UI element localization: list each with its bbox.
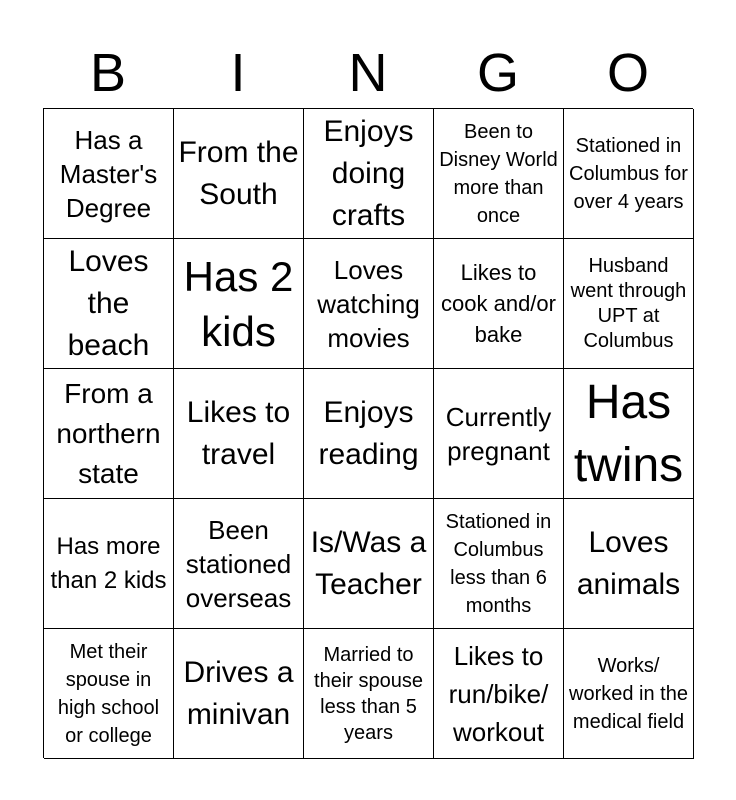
bingo-cell[interactable] xyxy=(564,499,694,629)
cell-text: Stationed in Columbus for over 4 years xyxy=(569,134,688,213)
cell-text: Has more than 2 kids xyxy=(50,532,167,594)
cell-text: Likes to cook and/or bake xyxy=(441,260,556,347)
cell-text: Been stationed overseas xyxy=(185,514,292,613)
bingo-cell[interactable] xyxy=(174,239,304,369)
bingo-cell[interactable] xyxy=(44,369,174,499)
cell-text: Has 2 kids xyxy=(183,252,294,355)
cell-text: Loves animals xyxy=(576,525,681,601)
bingo-cell[interactable] xyxy=(564,629,694,759)
cell-text: Likes to travel xyxy=(186,395,291,471)
bingo-cell[interactable] xyxy=(434,629,564,759)
cell-text: Has twins xyxy=(573,375,684,492)
bingo-cell[interactable] xyxy=(564,239,694,369)
bingo-cell[interactable] xyxy=(564,109,694,239)
bingo-cell[interactable] xyxy=(564,369,694,499)
bingo-header xyxy=(43,38,693,108)
cell-text: From the South xyxy=(178,135,299,211)
cell-text: Currently pregnant xyxy=(445,401,552,466)
header-letter-n: N xyxy=(348,43,388,103)
cell-text: Enjoys doing crafts xyxy=(323,114,414,232)
bingo-cell[interactable] xyxy=(174,629,304,759)
cell-text: Loves the beach xyxy=(67,244,150,362)
cell-text: Works/ worked in the medical field xyxy=(569,654,688,733)
bingo-cell[interactable] xyxy=(304,109,434,239)
cell-text: Enjoys reading xyxy=(318,395,419,471)
bingo-grid xyxy=(43,108,693,758)
header-letter-b: B xyxy=(89,43,127,103)
bingo-cell[interactable] xyxy=(174,109,304,239)
bingo-cell[interactable] xyxy=(44,109,174,239)
header-letter-o: O xyxy=(606,43,649,103)
bingo-cell[interactable] xyxy=(304,499,434,629)
bingo-cell[interactable] xyxy=(434,239,564,369)
bingo-cell[interactable] xyxy=(44,239,174,369)
cell-text: Has a Master's Degree xyxy=(59,124,158,223)
cell-text: Husband went through UPT at Columbus xyxy=(570,254,687,352)
cell-text: Is/Was a Teacher xyxy=(310,525,427,601)
cell-text: Loves watching movies xyxy=(317,254,420,353)
bingo-cell[interactable] xyxy=(304,239,434,369)
bingo-cell[interactable] xyxy=(44,629,174,759)
cell-text: Married to their spouse less than 5 years xyxy=(314,643,423,744)
cell-text: Drives a minivan xyxy=(183,655,294,731)
header-letter-g: G xyxy=(476,43,519,103)
bingo-cell[interactable] xyxy=(434,369,564,499)
bingo-cell[interactable] xyxy=(434,109,564,239)
cell-text: Met their spouse in high school or college xyxy=(57,640,160,747)
cell-text: Been to Disney World more than once xyxy=(439,120,558,227)
header-letter-i: I xyxy=(230,43,246,103)
bingo-cell[interactable] xyxy=(304,629,434,759)
cell-text: From a northern state xyxy=(56,377,161,489)
bingo-cell[interactable] xyxy=(434,499,564,629)
bingo-cell[interactable] xyxy=(44,499,174,629)
bingo-cell[interactable] xyxy=(174,369,304,499)
bingo-cell[interactable] xyxy=(304,369,434,499)
bingo-cell[interactable] xyxy=(174,499,304,629)
cell-text: Stationed in Columbus less than 6 months xyxy=(445,510,552,617)
cell-text: Likes to run/bike/ workout xyxy=(448,640,549,747)
